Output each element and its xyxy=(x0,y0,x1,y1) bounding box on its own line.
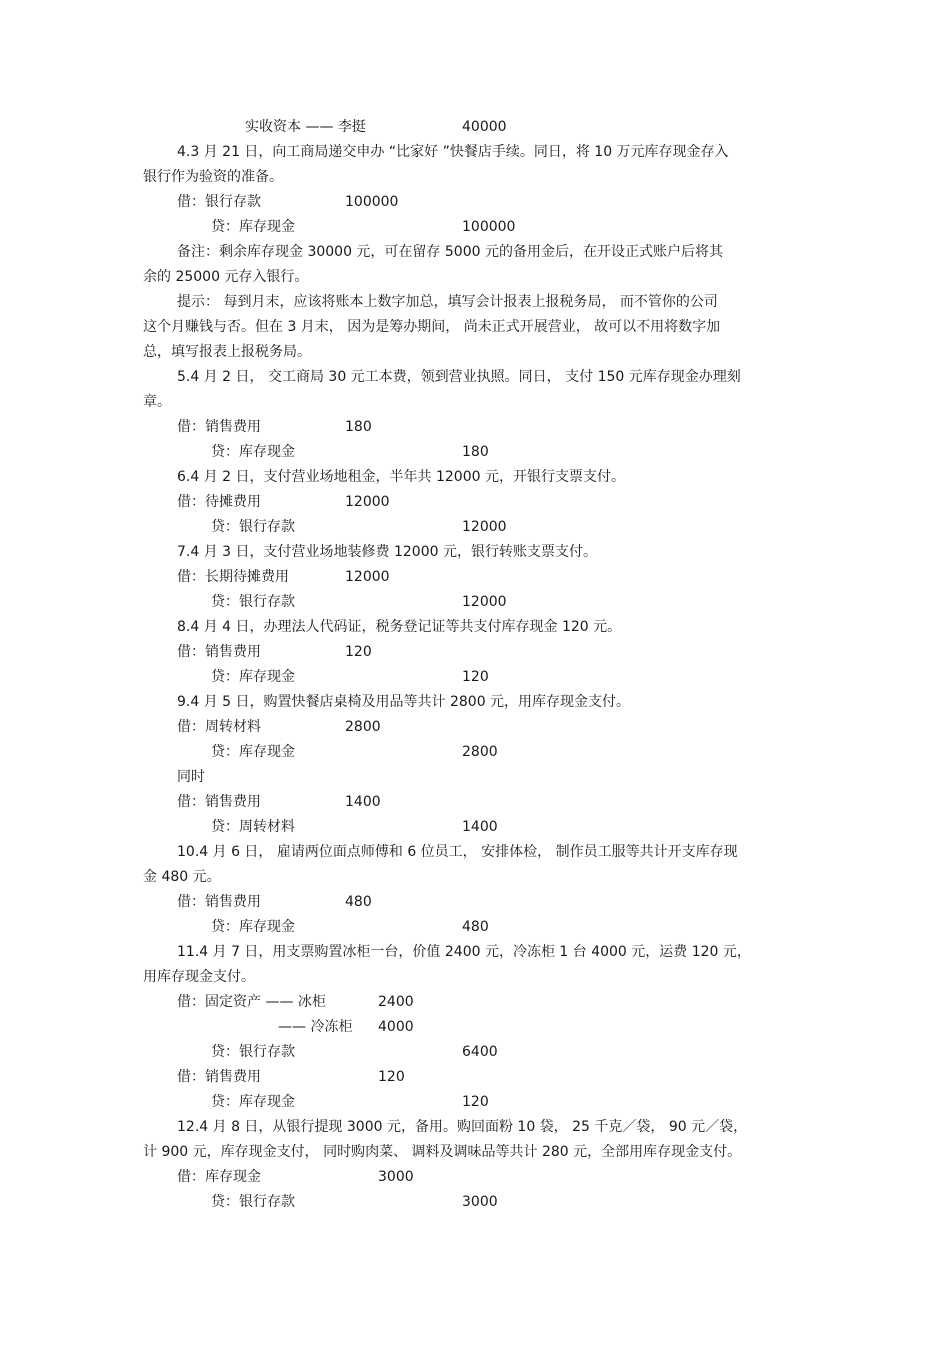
text-line: 12000 xyxy=(462,519,507,535)
text-line: 7.4 月 3 日，支付营业场地装修费 12000 元，银行转账支票支付。 xyxy=(177,544,597,560)
text-line: 借：银行存款 xyxy=(177,194,261,210)
text-line: 10.4 月 6 日， 雇请两位面点师傅和 6 位员工， 安排体检， 制作员工服等共计开支库存现 xyxy=(177,844,738,860)
text-line: 贷：库存现金 xyxy=(211,1094,295,1110)
text-line: 备注：剩余库存现金 30000 元，可在留存 5000 元的备用金后，在开设正式账户后将其 xyxy=(177,244,723,260)
text-line: 借：周转材料 xyxy=(177,719,261,735)
text-line: 银行作为验资的准备。 xyxy=(143,169,283,185)
text-line: 章。 xyxy=(143,394,171,410)
text-line: 借：长期待摊费用 xyxy=(177,569,289,585)
text-line: 2800 xyxy=(345,719,381,735)
text-line: 6400 xyxy=(462,1044,498,1060)
text-line: 180 xyxy=(345,419,372,435)
text-line: 8.4 月 4 日，办理法人代码证，税务登记证等共支付库存现金 120 元。 xyxy=(177,619,622,635)
text-line: 480 xyxy=(345,894,372,910)
text-line: 借：固定资产 —— 冰柜 xyxy=(177,994,326,1010)
text-line: 用库存现金支付。 xyxy=(143,969,255,985)
text-line: 这个月赚钱与否。但在 3 月末， 因为是筹办期间， 尚未正式开展营业， 故可以不用将数字加 xyxy=(143,319,721,335)
text-line: 480 xyxy=(462,919,489,935)
text-line: 120 xyxy=(462,669,489,685)
text-line: 借：销售费用 xyxy=(177,794,261,810)
text-line: 120 xyxy=(378,1069,405,1085)
text-line: 借：销售费用 xyxy=(177,644,261,660)
text-line: 4000 xyxy=(378,1019,414,1035)
text-line: 100000 xyxy=(345,194,399,210)
text-line: 计 900 元，库存现金支付， 同时购肉菜、 调料及调味品等共计 280 元，全部用库存现金支付。 xyxy=(143,1144,742,1160)
text-line: 6.4 月 2 日，支付营业场地租金，半年共 12000 元，开银行支票支付。 xyxy=(177,469,625,485)
text-line: 贷：银行存款 xyxy=(211,594,295,610)
text-line: 9.4 月 5 日，购置快餐店桌椅及用品等共计 2800 元，用库存现金支付。 xyxy=(177,694,631,710)
text-line: 贷：库存现金 xyxy=(211,919,295,935)
text-line: 11.4 月 7 日，用支票购置冰柜一台，价值 2400 元，冷冻柜 1 台 4000 元，运费 120 元， xyxy=(177,944,751,960)
text-line: 借：待摊费用 xyxy=(177,494,261,510)
text-line: 总，填写报表上报税务局。 xyxy=(143,344,311,360)
text-line: 提示： 每到月末，应该将账本上数字加总，填写会计报表上报税务局， 而不管你的公司 xyxy=(177,294,718,310)
text-line: 借：销售费用 xyxy=(177,419,261,435)
text-line: 1400 xyxy=(462,819,498,835)
text-line: —— 冷冻柜 xyxy=(278,1019,353,1035)
text-line: 借：销售费用 xyxy=(177,1069,261,1085)
text-line: 12000 xyxy=(345,494,390,510)
text-line: 贷：周转材料 xyxy=(211,819,295,835)
text-line: 180 xyxy=(462,444,489,460)
text-line: 12000 xyxy=(345,569,390,585)
text-line: 12000 xyxy=(462,594,507,610)
text-line: 2400 xyxy=(378,994,414,1010)
text-line: 借：库存现金 xyxy=(177,1169,261,1185)
text-line: 5.4 月 2 日， 交工商局 30 元工本费，领到营业执照。同日， 支付 150 元库存现金办理刻 xyxy=(177,369,741,385)
text-line: 100000 xyxy=(462,219,516,235)
text-line: 1400 xyxy=(345,794,381,810)
text-line: 4.3 月 21 日，向工商局递交申办 “比家好 ”快餐店手续。同日，将 10 万元库存现金存入 xyxy=(177,144,729,160)
text-line: 3000 xyxy=(378,1169,414,1185)
text-line: 贷：库存现金 xyxy=(211,444,295,460)
text-line: 贷：库存现金 xyxy=(211,669,295,685)
text-line: 3000 xyxy=(462,1194,498,1210)
text-line: 120 xyxy=(345,644,372,660)
text-line: 40000 xyxy=(462,119,507,135)
text-line: 贷：银行存款 xyxy=(211,1044,295,1060)
text-line: 2800 xyxy=(462,744,498,760)
text-line: 金 480 元。 xyxy=(143,869,221,885)
text-line: 同时 xyxy=(177,769,205,785)
text-line: 120 xyxy=(462,1094,489,1110)
text-line: 余的 25000 元存入银行。 xyxy=(143,269,309,285)
text-line: 贷：库存现金 xyxy=(211,219,295,235)
text-line: 贷：银行存款 xyxy=(211,519,295,535)
text-line: 贷：银行存款 xyxy=(211,1194,295,1210)
text-line: 贷：库存现金 xyxy=(211,744,295,760)
text-line: 实收资本 —— 李挺 xyxy=(245,119,366,135)
text-line: 借：销售费用 xyxy=(177,894,261,910)
text-line: 12.4 月 8 日，从银行提现 3000 元，备用。购回面粉 10 袋， 25 千克／袋， 90 元／袋， xyxy=(177,1119,748,1135)
